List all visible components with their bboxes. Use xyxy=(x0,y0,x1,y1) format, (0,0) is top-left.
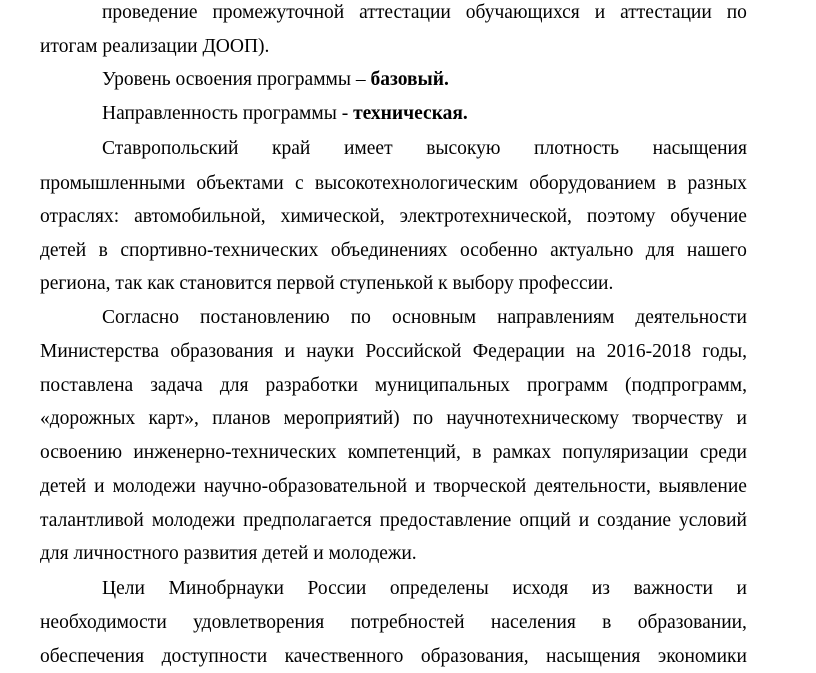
word: по xyxy=(412,408,434,429)
word: поэтому xyxy=(586,206,656,227)
word: поставлена xyxy=(40,375,134,396)
word: населения xyxy=(490,612,576,633)
word: и xyxy=(594,2,606,23)
word: оборудованием xyxy=(529,173,656,194)
word: разработки xyxy=(265,375,358,396)
word: деятельности xyxy=(635,307,747,328)
word: муниципальных xyxy=(374,375,510,396)
word: разных xyxy=(687,173,747,194)
word: деятельности, xyxy=(534,476,651,497)
word: среди xyxy=(699,442,747,463)
word: спортивно-технических xyxy=(120,240,319,261)
word: объединениях xyxy=(330,240,448,261)
word: образования xyxy=(170,341,274,362)
word: по xyxy=(350,307,371,328)
word: «дорожных xyxy=(40,408,136,429)
word: потребностей xyxy=(350,612,465,633)
word: на xyxy=(576,341,596,362)
word: детей xyxy=(40,240,87,261)
word: обучающихся xyxy=(465,2,580,23)
text-line: для личностного развития детей и молодежи. xyxy=(40,543,417,564)
word: отраслях: xyxy=(40,206,120,227)
word: обучение xyxy=(670,206,747,227)
word: актуально xyxy=(550,240,634,261)
word: молодежи xyxy=(151,510,236,531)
word: планов xyxy=(212,408,271,429)
word: определены xyxy=(389,578,489,599)
word: экономики xyxy=(657,646,747,667)
word: основным xyxy=(391,307,477,328)
word: задача xyxy=(150,375,203,396)
word: карт», xyxy=(148,408,199,429)
word: и xyxy=(736,408,747,429)
word: постановлению xyxy=(200,307,330,328)
word: компетенций, xyxy=(347,442,461,463)
word: условий xyxy=(679,510,747,531)
program-direction-value: техническая. xyxy=(353,103,468,124)
text-line xyxy=(40,440,747,466)
word: аттестации xyxy=(359,2,451,23)
word: для xyxy=(645,240,675,261)
word: направлениям xyxy=(497,307,615,328)
text-line xyxy=(40,406,747,432)
word: талантливой xyxy=(40,510,144,531)
word: научно-образовательной xyxy=(203,476,408,497)
text-line xyxy=(40,644,747,670)
word: электротехнической, xyxy=(399,206,572,227)
word: и xyxy=(736,578,747,599)
word: науки xyxy=(306,341,355,362)
word: популяризации xyxy=(562,442,689,463)
word: выявление xyxy=(658,476,747,497)
word: качественного xyxy=(284,646,404,667)
word: с xyxy=(295,173,304,194)
word: опций xyxy=(519,510,571,531)
word: важности xyxy=(633,578,713,599)
word: высокую xyxy=(426,138,501,159)
text-line: итогам реализации ДООП). xyxy=(40,36,270,57)
word: проведение xyxy=(102,2,198,23)
text-line xyxy=(40,339,747,365)
word: Согласно xyxy=(102,307,179,328)
word: в xyxy=(602,612,612,633)
text-line xyxy=(40,373,747,399)
text-line xyxy=(40,508,747,534)
word: промежуточной xyxy=(212,2,345,23)
word: удовлетворения xyxy=(193,612,325,633)
word: инженерно-технических xyxy=(133,442,337,463)
word: доступности xyxy=(161,646,268,667)
word: из xyxy=(591,578,610,599)
word: годы, xyxy=(702,341,747,362)
word: обеспечения xyxy=(40,646,145,667)
word: для xyxy=(219,375,249,396)
word: насыщения xyxy=(652,138,747,159)
text-line xyxy=(40,238,747,264)
word: предполагается xyxy=(243,510,372,531)
word: аттестации xyxy=(620,2,712,23)
word: в xyxy=(667,173,677,194)
word: (подпрограмм, xyxy=(625,375,747,396)
word: химической, xyxy=(280,206,385,227)
text-line xyxy=(102,136,747,162)
program-level-label: Уровень освоения программы – xyxy=(102,69,371,90)
word: Ставропольский xyxy=(102,138,239,159)
word: автомобильной, xyxy=(134,206,266,227)
program-level-value: базовый. xyxy=(370,69,449,90)
word: рамках xyxy=(492,442,552,463)
program-level-line xyxy=(102,67,747,93)
word: и xyxy=(578,510,590,531)
program-direction-line xyxy=(102,101,747,127)
word: образования, xyxy=(420,646,529,667)
word: Министерства xyxy=(40,341,160,362)
word: образовании, xyxy=(637,612,747,633)
word: объектами xyxy=(196,173,284,194)
text-line xyxy=(40,171,747,197)
text-line: региона, так как становится первой ступенькой к выбору профессии. xyxy=(40,273,614,294)
word: России xyxy=(307,578,367,599)
word: и xyxy=(415,476,426,497)
word: создание xyxy=(597,510,672,531)
word: Федерации xyxy=(472,341,565,362)
word: мероприятий) xyxy=(283,408,400,429)
word: освоению xyxy=(40,442,123,463)
word: исходя xyxy=(512,578,569,599)
word: необходимости xyxy=(40,612,167,633)
word: имеет xyxy=(343,138,393,159)
text-line xyxy=(40,204,747,230)
word: в xyxy=(472,442,482,463)
text-line xyxy=(102,305,747,331)
word: научнотехническому xyxy=(446,408,620,429)
word: молодежи xyxy=(112,476,196,497)
word: насыщения xyxy=(546,646,641,667)
word: Минобрнауки xyxy=(168,578,284,599)
word: особенно xyxy=(460,240,538,261)
word: промышленными xyxy=(40,173,186,194)
word: Российской xyxy=(365,341,462,362)
word: и xyxy=(284,341,295,362)
word: в xyxy=(98,240,108,261)
text-line xyxy=(102,576,747,602)
word: детей xyxy=(40,476,87,497)
word: и xyxy=(94,476,105,497)
word: нашего xyxy=(686,240,747,261)
word: Цели xyxy=(102,578,145,599)
word: по xyxy=(726,2,747,23)
word: творческой xyxy=(433,476,527,497)
word: программ xyxy=(526,375,608,396)
text-line xyxy=(40,474,747,500)
word: творчеству xyxy=(632,408,724,429)
text-line xyxy=(102,0,747,26)
word: плотность xyxy=(534,138,619,159)
word: 2016-2018 xyxy=(606,341,692,362)
program-direction-label: Направленность программы - xyxy=(102,103,354,124)
word: край xyxy=(272,138,311,159)
word: предоставление xyxy=(379,510,512,531)
word: высокотехнологическим xyxy=(314,173,518,194)
text-line xyxy=(40,610,747,636)
